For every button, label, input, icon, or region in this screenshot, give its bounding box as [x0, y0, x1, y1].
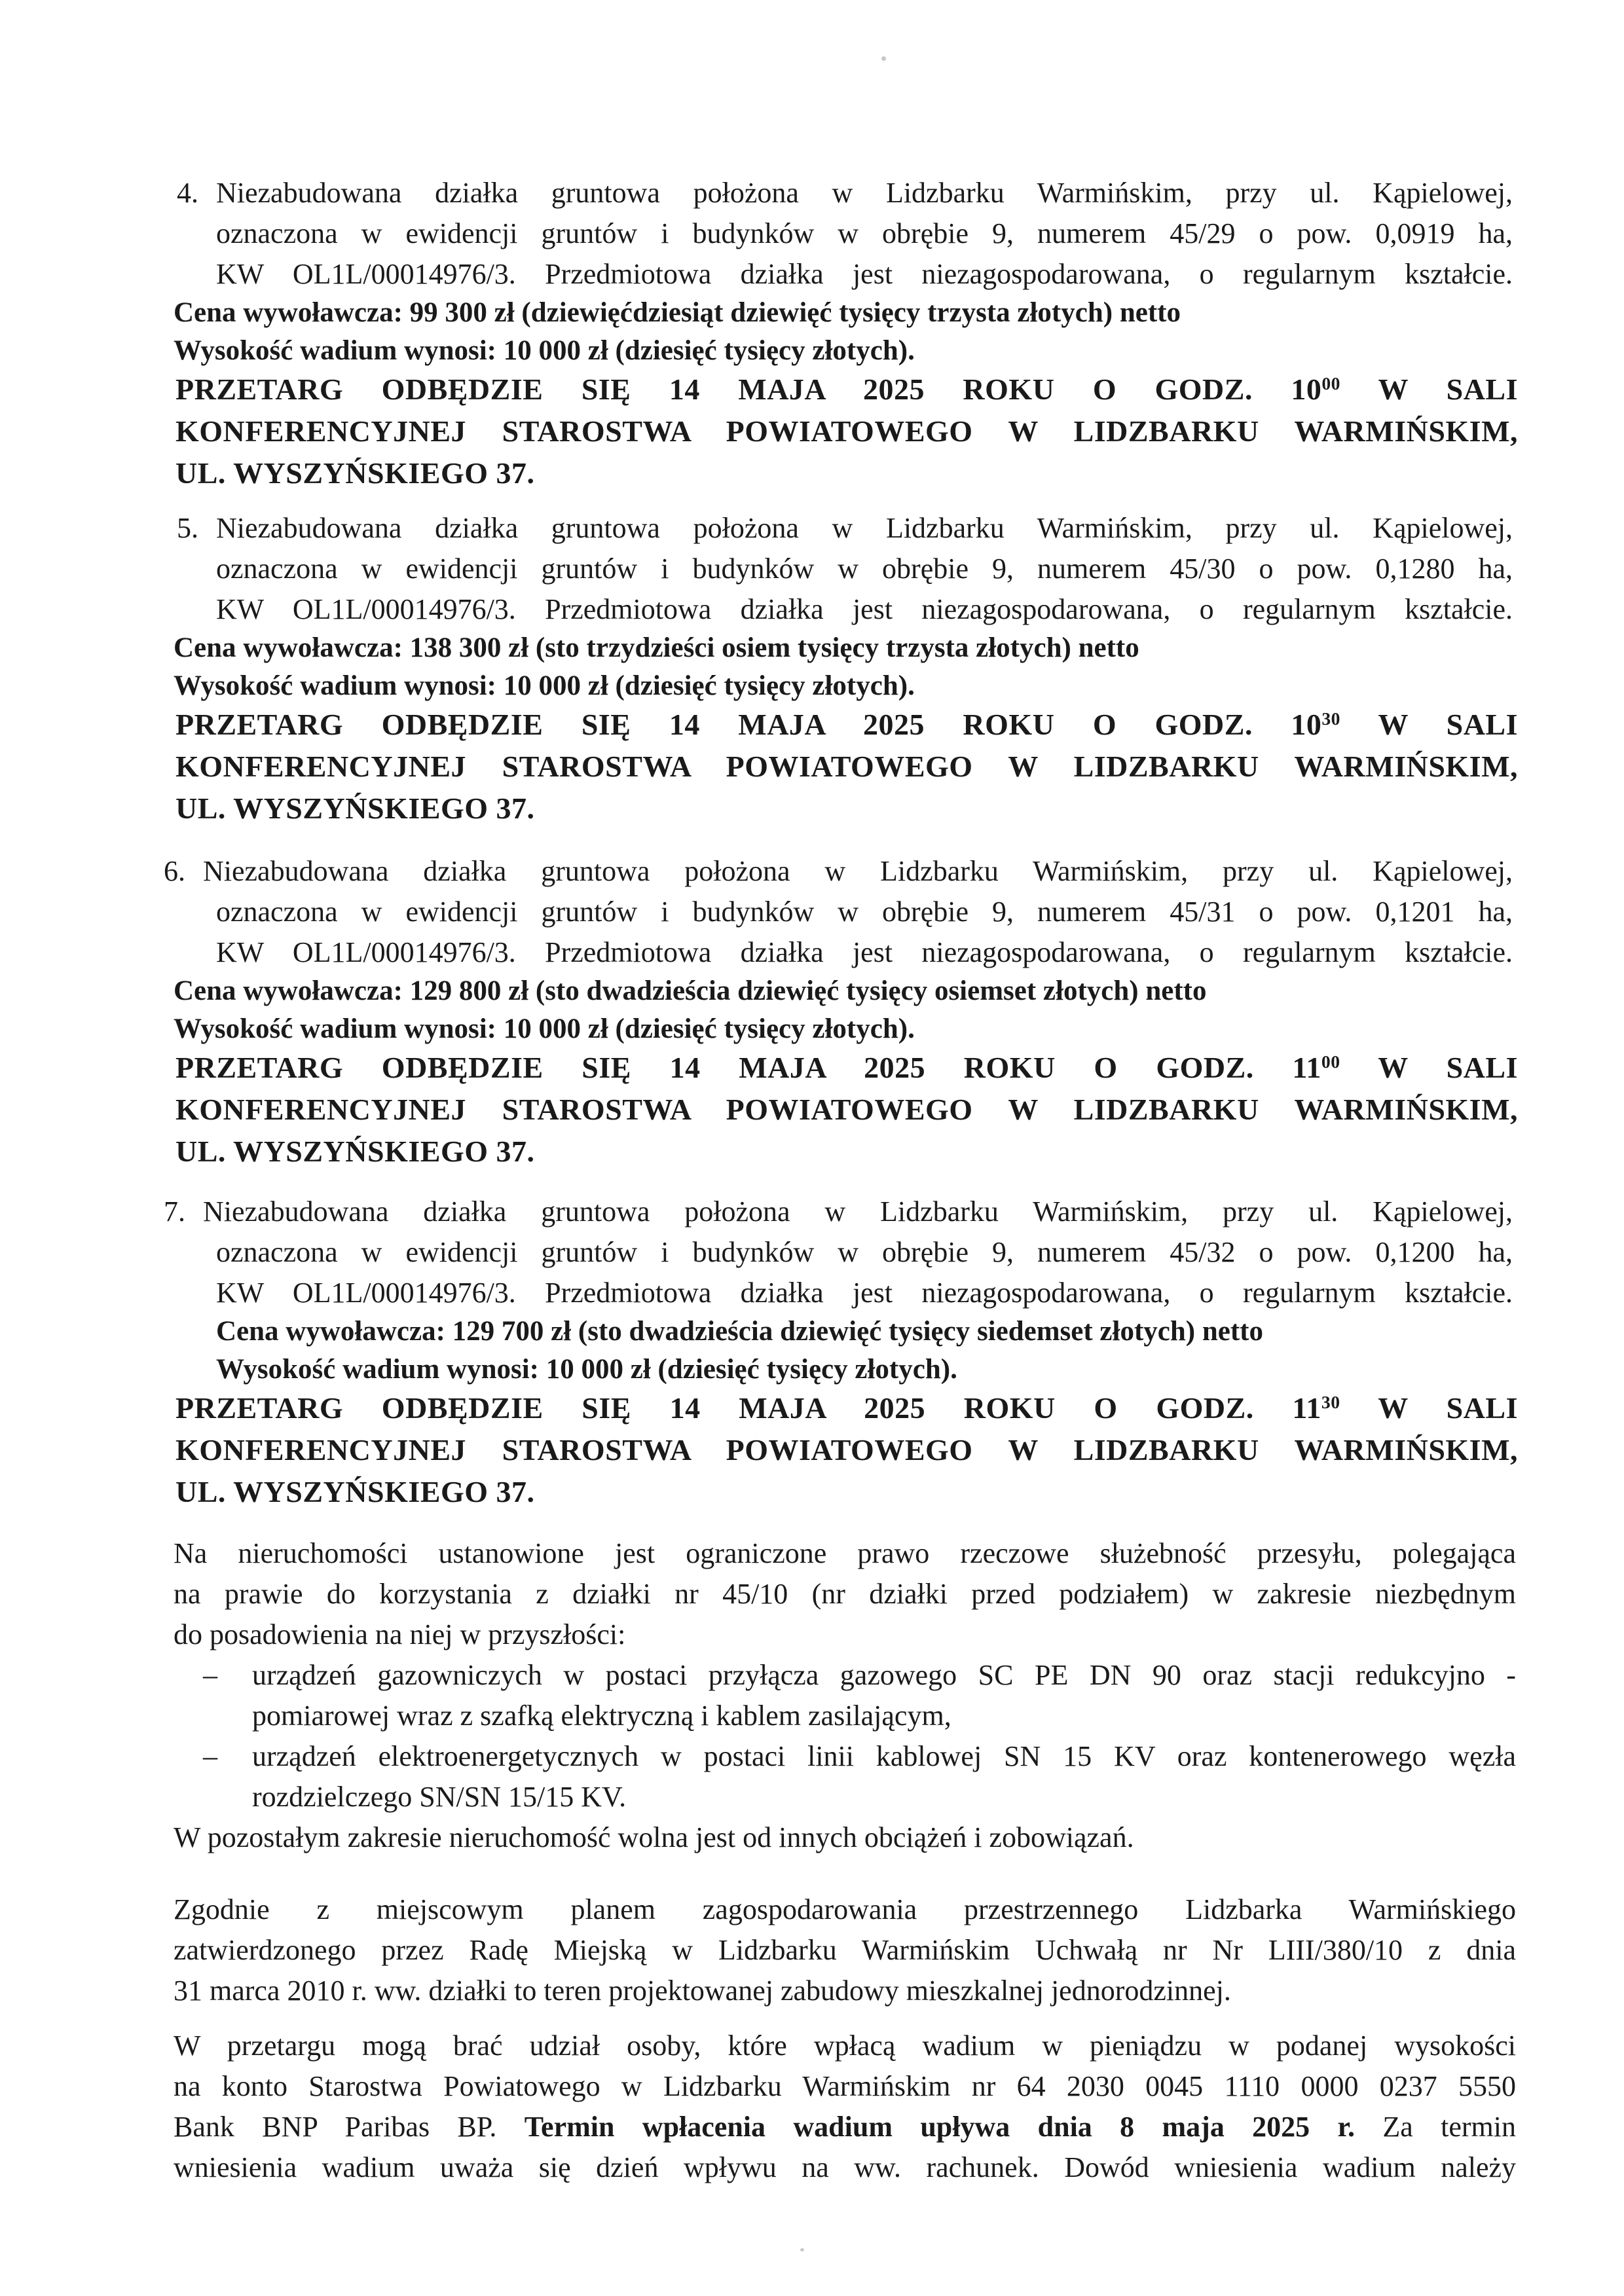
deposit-paragraph: W przetargu mogą brać udział osoby, które wpłacą wadium w pieniądzu w podanej wysokości na konto Starostwa Powiatowego w Lidzbarku Warmińskim nr 64 2030 0045 1110 0000 0237 5550 Bank BNP Paribas BP. Termin wpłacenia wadium upływa dnia 8 maja 2025 r. Za termin wniesienia wadium uważa się dzień wpływu na ww. rachunek. Dowód wniesienia wadium należy	[174, 2030, 1517, 2183]
item-7-price: Cena wywoławcza: 129 700 zł (sto dwadzieścia dziewięć tysięcy siedemset złotych) netto	[216, 1316, 1263, 1347]
item-4-auction-line-2: KONFERENCYJNEJ STAROSTWA POWIATOWEGO W LIDZBARKU WARMIŃSKIM,	[175, 414, 1518, 448]
item-5-auction-line-1: PRZETARG ODBĘDZIE SIĘ 14 MAJA 2025 ROKU O GODZ. $10^{30}$ W SALI	[175, 708, 1518, 741]
bullet-dash: –	[203, 1740, 217, 1772]
deposit-deadline: Termin wpłacenia wadium upływa dnia 8 maja 2025 r.	[524, 2111, 1356, 2143]
item-4-line-2: oznaczona w ewidencji gruntów i budynków w obrębie 9, numerem 45/29 o pow. 0,0919 ha,	[216, 217, 1513, 249]
item-7-line-1: 7. Niezabudowana działka gruntowa położona w Lidzbarku Warmińskim, przy ul. Kąpielowej,	[164, 1192, 1513, 1232]
scan-speck	[800, 2248, 804, 2251]
item-7-deposit: Wysokość wadium wynosi: 10 000 zł (dziesięć tysięcy złotych).	[216, 1354, 957, 1385]
deposit-deadline-line: Bank BNP Paribas BP. Termin wpłacenia wadium upływa dnia 8 maja 2025 r. Za termin	[174, 2111, 1517, 2143]
item-number: 6.	[164, 855, 185, 887]
item-7-auction-line-3: UL. WYSZYŃSKIEGO 37.	[175, 1475, 535, 1508]
easement-bullet-1: urządzeń gazowniczych w postaci przyłącza gazowego SC PE DN 90 oraz stacji redukcyjno - pomiarowej wraz z szafką elektryczną i kablem zasilającym,	[252, 1659, 1516, 1732]
item-number: 5.	[177, 512, 198, 544]
item-6-auction-line-1: PRZETARG ODBĘDZIE SIĘ 14 MAJA 2025 ROKU O GODZ. $11^{00}$ W SALI	[175, 1051, 1518, 1084]
item-5-auction-line-3: UL. WYSZYŃSKIEGO 37.	[175, 792, 535, 825]
item-4-auction-line-3: UL. WYSZYŃSKIEGO 37.	[175, 456, 535, 490]
item-7-line-3: KW OL1L/00014976/3. Przedmiotowa działka jest niezagospodarowana, o regularnym kształcie.	[216, 1277, 1513, 1309]
item-number: 4.	[177, 177, 198, 209]
item-5-auction-line-2: KONFERENCYJNEJ STAROSTWA POWIATOWEGO W LIDZBARKU WARMIŃSKIM,	[175, 750, 1518, 783]
item-4-price: Cena wywoławcza: 99 300 zł (dziewięćdziesiąt dziewięć tysięcy trzysta złotych) netto	[174, 297, 1181, 328]
easement-closing: W pozostałym zakresie nieruchomość wolna jest od innych obciążeń i zobowiązań.	[174, 1821, 1134, 1853]
item-5-price: Cena wywoławcza: 138 300 zł (sto trzydzieści osiem tysięcy trzysta złotych) netto	[174, 632, 1139, 663]
item-5-line-3: KW OL1L/00014976/3. Przedmiotowa działka jest niezagospodarowana, o regularnym kształcie.	[216, 593, 1513, 625]
item-6-auction-line-3: UL. WYSZYŃSKIEGO 37.	[175, 1135, 535, 1168]
item-6-deposit: Wysokość wadium wynosi: 10 000 zł (dziesięć tysięcy złotych).	[174, 1013, 915, 1044]
scan-speck	[881, 56, 886, 61]
item-7-auction-line-1: PRZETARG ODBĘDZIE SIĘ 14 MAJA 2025 ROKU O GODZ. $11^{30}$ W SALI	[175, 1391, 1518, 1425]
item-5-line-2: oznaczona w ewidencji gruntów i budynków w obrębie 9, numerem 45/30 o pow. 0,1280 ha,	[216, 553, 1513, 585]
item-6-auction-line-2: KONFERENCYJNEJ STAROSTWA POWIATOWEGO W LIDZBARKU WARMIŃSKIM,	[175, 1093, 1518, 1126]
item-6-line-2: oznaczona w ewidencji gruntów i budynków w obrębie 9, numerem 45/31 o pow. 0,1201 ha,	[216, 896, 1513, 928]
item-4-deposit: Wysokość wadium wynosi: 10 000 zł (dziesięć tysięcy złotych).	[174, 335, 915, 366]
item-6-line-3: KW OL1L/00014976/3. Przedmiotowa działka jest niezagospodarowana, o regularnym kształcie.	[216, 936, 1513, 968]
bullet-dash: –	[203, 1659, 217, 1691]
item-4-line-1: 4. Niezabudowana działka gruntowa położona w Lidzbarku Warmińskim, przy ul. Kąpielowej,	[177, 173, 1513, 213]
item-5-line-1: 5. Niezabudowana działka gruntowa położona w Lidzbarku Warmińskim, przy ul. Kąpielowej,	[177, 508, 1513, 549]
item-5-deposit: Wysokość wadium wynosi: 10 000 zł (dziesięć tysięcy złotych).	[174, 670, 915, 701]
easement-bullet-2: urządzeń elektroenergetycznych w postaci linii kablowej SN 15 KV oraz kontenerowego węzła rozdzielczego SN/SN 15/15 KV.	[252, 1740, 1516, 1813]
item-6-price: Cena wywoławcza: 129 800 zł (sto dwadzieścia dziewięć tysięcy osiemset złotych) netto	[174, 975, 1207, 1006]
item-7-auction-line-2: KONFERENCYJNEJ STAROSTWA POWIATOWEGO W LIDZBARKU WARMIŃSKIM,	[175, 1433, 1518, 1467]
item-4-line-3: KW OL1L/00014976/3. Przedmiotowa działka jest niezagospodarowana, o regularnym kształcie.	[216, 258, 1513, 290]
item-7-line-2: oznaczona w ewidencji gruntów i budynków w obrębie 9, numerem 45/32 o pow. 0,1200 ha,	[216, 1236, 1513, 1268]
item-6-line-1: 6. Niezabudowana działka gruntowa położona w Lidzbarku Warmińskim, przy ul. Kąpielowej,	[164, 851, 1513, 892]
easement-paragraph: Na nieruchomości ustanowione jest ograniczone prawo rzeczowe służebność przesyłu, polegająca na prawie do korzystania z działki nr 45/10 (nr działki przed podziałem) w zakresie niezbędnym do posadowienia na niej w przyszłości:	[174, 1537, 1516, 1650]
item-4-auction-line-1: PRZETARG ODBĘDZIE SIĘ 14 MAJA 2025 ROKU O GODZ. $10^{00}$ W SALI	[175, 373, 1518, 406]
item-number: 7.	[164, 1195, 185, 1228]
zoning-paragraph: Zgodnie z miejscowym planem zagospodarowania przestrzennego Lidzbarka Warmińskiego zatwierdzonego przez Radę Miejską w Lidzbarku Warmińskim Uchwałą nr Nr LIII/380/10 z dnia 31 marca 2010 r. ww. działki to teren projektowanej zabudowy mieszkalnej jednorodzinnej.	[174, 1893, 1516, 2007]
